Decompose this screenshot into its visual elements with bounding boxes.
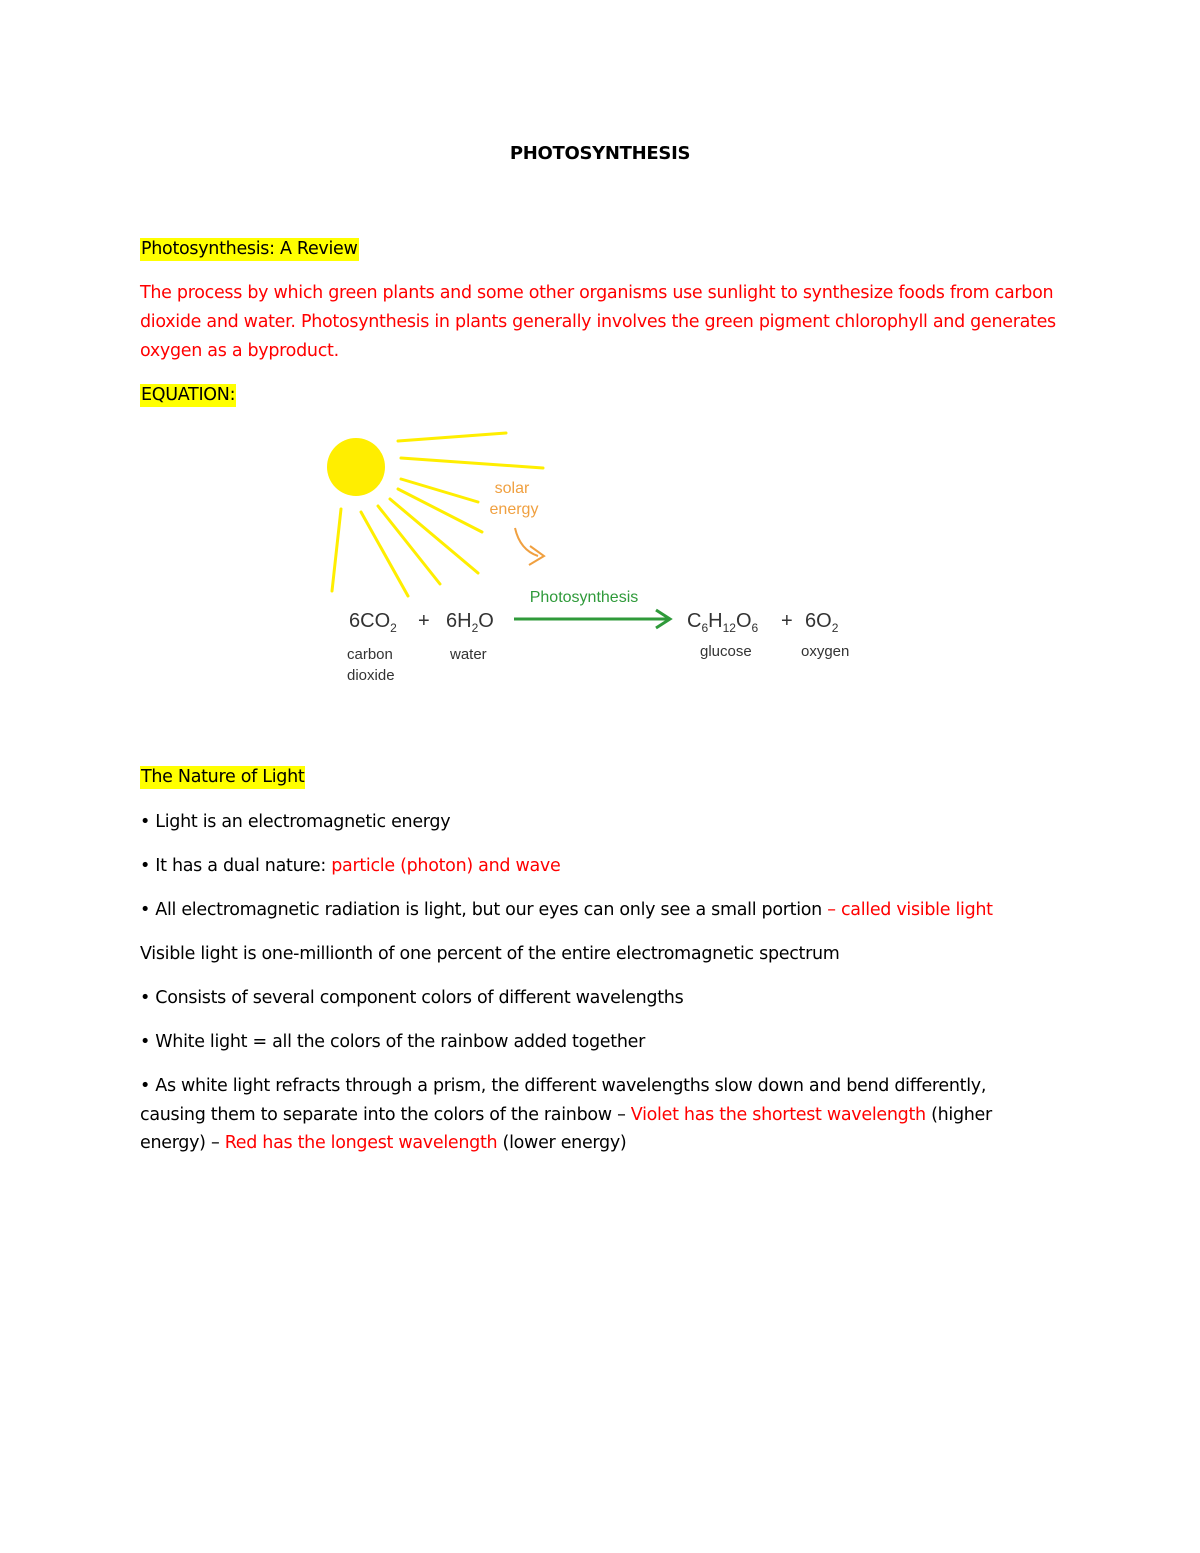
- sun-ray: [401, 458, 543, 468]
- label-carbon: carbon: [347, 646, 393, 663]
- sun-ray: [361, 512, 408, 596]
- bullet-text: (lower energy): [497, 1133, 627, 1153]
- sun-icon: [327, 438, 385, 496]
- bullet-red-text: – called visible light: [827, 900, 993, 920]
- curved-arrow-icon: [515, 528, 544, 565]
- bullet-text: • It has a dual nature:: [140, 856, 332, 876]
- bullet-red-text: particle (photon) and wave: [331, 856, 561, 876]
- formula-co2: $6CO_2$: [349, 610, 397, 635]
- highlighted-heading-text: Photosynthesis: A Review: [141, 239, 358, 259]
- bullet-item: • Light is an electromagnetic energy: [140, 812, 451, 832]
- arrow-label-photosynthesis: Photosynthesis: [529, 589, 639, 606]
- sun-ray: [401, 479, 478, 502]
- label-water: water: [450, 646, 487, 663]
- bullet-item: • White light = all the colors of the rainbow added together: [140, 1032, 645, 1052]
- bullet-text: • All electromagnetic radiation is light, but our eyes can only see a small portion: [140, 900, 828, 920]
- bullet-item: • Consists of several component colors of different wavelengths: [140, 988, 684, 1008]
- definition-paragraph: The process by which green plants and some other organisms use sunlight to synthesize foods from carbon dioxide and water. Photosynthesis in plants generally involves the green pigment chlorophyll and generates oxygen as a byproduct.: [140, 283, 1056, 361]
- formula-o2: $6O_2$: [805, 610, 839, 635]
- sun-ray: [398, 489, 482, 532]
- reaction-arrow-icon: [514, 610, 670, 628]
- solar-energy-label-line2: energy: [489, 501, 539, 518]
- formula-h2o: $6H_2O$: [446, 610, 494, 635]
- formula-glucose: $C_6H_{12}O_6$: [687, 610, 759, 635]
- paragraph-visible-light: Visible light is one-millionth of one percent of the entire electromagnetic spectrum: [140, 944, 840, 964]
- plus-sign: +: [418, 610, 430, 632]
- sun-ray: [378, 506, 440, 584]
- bullet-text: (higher energy) –: [140, 1104, 992, 1153]
- bullet-item: [140, 898, 993, 922]
- sun-ray: [398, 433, 506, 441]
- photosynthesis-diagram: [0, 0, 1200, 720]
- highlighted-heading-text: The Nature of Light: [141, 767, 305, 787]
- bullet-red-text: Red has the longest wavelength: [224, 1133, 498, 1153]
- solar-energy-label-line1: solar: [494, 480, 530, 497]
- sun-ray: [332, 509, 341, 591]
- bullet-item: [140, 854, 560, 878]
- label-glucose: glucose: [700, 643, 752, 660]
- label-oxygen: oxygen: [801, 643, 850, 660]
- highlighted-equation-text: EQUATION:: [141, 385, 236, 405]
- label-dioxide: dioxide: [347, 667, 395, 684]
- bullet-item-prism: [140, 1072, 1040, 1158]
- page-title: PHOTOSYNTHESIS: [509, 143, 691, 164]
- plus-sign: +: [781, 610, 793, 632]
- bullet-text: • As white light refracts through a prism, the different wavelengths slow down and bend differently, causing them to separate into the colors of the rainbow –: [140, 1076, 987, 1125]
- bullet-red-text: Violet has the shortest wavelength: [630, 1104, 926, 1125]
- section-heading-light: [140, 765, 305, 789]
